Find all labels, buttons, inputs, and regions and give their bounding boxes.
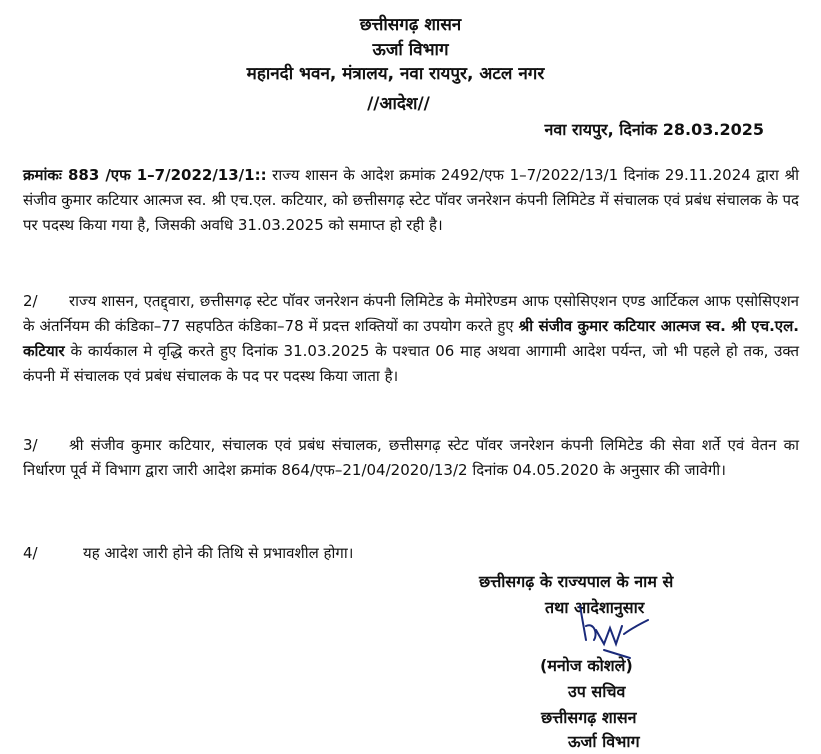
paragraph-4	[23, 541, 799, 566]
signature-authority-line: छत्तीसगढ़ के राज्यपाल के नाम से	[479, 572, 674, 591]
signatory-department: ऊर्जा विभाग	[568, 732, 640, 751]
paragraph-3-text: श्री संजीव कुमार कटियार, संचालक एवं प्रबंध संचालक, छत्तीसगढ़ स्टेट पॉवर जनरेशन कंपनी लिमिटेड की सेवा शर्ते एवं वेतन का निर्धारण पूर्व में विभाग द्वारा जारी आदेश क्रमांक 864/एफ–21/04/2020/13/2 दिनांक 04.05.2020 के अनुसार की जावेगी।	[23, 436, 799, 479]
govt-heading: छत्तीसगढ़ शासन	[359, 15, 462, 35]
order-title: //आदेश//	[367, 94, 430, 114]
order-number: क्रमांकः 883 /एफ 1–7/2022/13/1::	[23, 166, 267, 184]
paragraph-3	[23, 433, 799, 483]
paragraph-1-text: राज्य शासन के आदेश क्रमांक 2492/एफ 1–7/2022/13/1 दिनांक 29.11.2024 द्वारा श्री संजीव कुमार कटियार आत्मज स्व. श्री एच.एल. कटियार, को छत्तीसगढ़ स्टेट पॉवर जनरेशन कंपनी लिमिटेड में संचालक एवं प्रबंध संचालक के पद पर पदस्थ किया गया है, जिसकी अवधि 31.03.2025 को समाप्त हो रही है।	[23, 166, 800, 234]
place-date: नवा रायपुर, दिनांक 28.03.2025	[544, 120, 764, 139]
signature-order-line: तथा आदेशानुसार	[545, 598, 645, 617]
paragraph-2-text-b: के कार्यकाल मे वृद्धि करते हुए दिनांक 31.03.2025 के पश्चात 06 माह अथवा आगामी आदेश पर्यन्त, जो भी पहले हो तक, उक्त कंपनी में संचालक एवं प्रबंध संचालक के पद पर पदस्थ किया जाता है।	[23, 342, 799, 385]
signatory-designation: उप सचिव	[568, 682, 626, 701]
paragraph-1	[23, 163, 799, 238]
paragraph-2	[23, 289, 799, 389]
department-heading: ऊर्जा विभाग	[372, 40, 449, 60]
paragraph-2-number: 2/	[23, 292, 38, 310]
address-heading: महानदी भवन, मंत्रालय, नवा रायपुर, अटल नगर	[246, 64, 545, 84]
paragraph-2-text-a: राज्य शासन, एतद्द्वारा, छत्तीसगढ़ स्टेट पॉवर जनरेशन कंपनी लिमिटेड के मेमोरेण्डम आफ एसोसिएशन एण्ड आर्टिकल आफ एसोसिएशन के अंतर्नियम की कंडिका–77 सहपठित कंडिका–78 में प्रदत्त शक्तियों का उपयोग करते हुए	[23, 292, 799, 335]
paragraph-4-text: यह आदेश जारी होने की तिथि से प्रभावशील होगा।	[83, 544, 354, 562]
handwritten-signature	[574, 600, 654, 660]
signatory-government: छत्तीसगढ़ शासन	[541, 708, 637, 727]
paragraph-2-bold-name: श्री संजीव कुमार कटियार आत्मज स्व. श्री एच.एल. कटियार	[23, 317, 799, 360]
paragraph-4-number: 4/	[23, 544, 38, 562]
paragraph-3-number: 3/	[23, 436, 38, 454]
signatory-name: (मनोज कोशले)	[540, 656, 633, 675]
